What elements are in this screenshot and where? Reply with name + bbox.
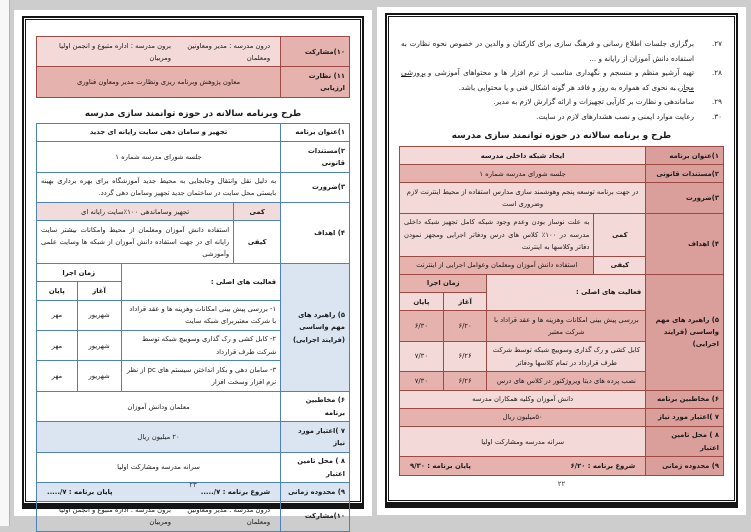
row-label-cell: ۳)ضرورت (281, 172, 350, 202)
row-necessity (400, 183, 724, 213)
page-right (377, 7, 746, 515)
list-item-text (401, 66, 696, 95)
row-budget (37, 422, 350, 452)
row-strategy-header (400, 274, 724, 292)
program-name-cell: ایجاد شبکه داخلی مدرسه (400, 147, 646, 165)
row-label-cell: ۱۱) نظارت ارزیابی (281, 67, 350, 97)
row-supervision (37, 67, 350, 97)
row-label-cell: ۶) مخاطبین برنامه (281, 391, 350, 421)
qualitative-value-cell: استفاده دانش آموزان ومعلمان وعوامل اجرایی از اینترنت (400, 256, 594, 274)
row-budget (400, 408, 724, 426)
end-header-cell: پایان (37, 282, 78, 300)
value-cell: معاون پژوهش وبرنامه ریزی ونظارت مدیر ومعاون فناوری (37, 67, 281, 97)
row-documents (37, 142, 350, 172)
activity-end-cell: مهر (37, 300, 78, 330)
row-strategy-header (37, 264, 350, 282)
activity-end-cell: مهر (37, 330, 78, 360)
row-label-cell: ۱۰)مشارکت (281, 501, 350, 531)
plan-title: طرح و برنامه سالانه در حوزه توانمند سازی مدرسه (451, 131, 672, 141)
activity-end-cell: ۷/۳۰ (400, 341, 444, 371)
page-left-content (36, 24, 350, 527)
row-label-cell: ۴) اهداف (281, 203, 350, 264)
value-cell: دانش آموزان وکلیه همکاران مدرسه (400, 390, 646, 408)
row-label-cell: ۹) محدوده زمانی (646, 457, 724, 475)
row-time-range (400, 457, 724, 475)
value-cell: جلسه شورای مدرسه شماره ۱ (400, 165, 646, 183)
quantitative-label-cell: کمی (234, 203, 281, 221)
quantitative-value-cell: تجهیز وساماندهی ۱۰۰٪سایت رایانه ای (37, 203, 234, 221)
program-name-cell: تجهیز و سامان دهی سایت رایانه ای جدید (37, 123, 281, 141)
row-documents (400, 165, 724, 183)
start-header-cell: آغاز (443, 293, 487, 311)
plan-title: طرح وبرنامه سالانه در حوزه توانمند سازی مدرسه (84, 108, 302, 119)
time-range-cell (400, 457, 646, 475)
program-end-date: پایان برنامه : ۷/..... (47, 487, 113, 496)
list-item-number: ۲۷. (711, 39, 722, 48)
activity-start-cell: ۶/۲۰ (443, 311, 487, 341)
value-cell: سرانه مدرسه ومشارکت اولیا (37, 452, 281, 482)
activity-start-cell: شهریور (77, 330, 121, 360)
inside-school-participants: درون مدرسه : مدیر ومعاونین ومعلمان (187, 41, 271, 62)
numbered-list (401, 37, 722, 124)
activity-text-cell: ۱- بررسی پیش بینی امکانات وهزینه ها و عقد قراداد با شرکت معتبربرای شبکه سایت (121, 300, 281, 330)
row-funding-source (400, 426, 724, 456)
value-cell: ۲۰ میلیون ریال (37, 422, 281, 452)
outside-school-participants: برون مدرسه : اداره متبوع و انجمن اولیا ومربیان (59, 506, 172, 527)
row-program-name (400, 147, 724, 165)
activity-end-cell: ۶/۳۰ (400, 311, 444, 341)
value-cell: ۵۰میلیون ریال (400, 408, 646, 426)
row-program-name (37, 123, 350, 141)
activity-end-cell: ۷/۳۰ (400, 372, 444, 390)
list-item-text-underlined: پرورشی مجازی (401, 68, 694, 92)
value-cell: به دلیل نقل وانتقال وجابجایی به محیط جدید آموزشگاه برای بهره برداری بهینه بایستی محل سایت در ساختمان جدید تجهیز وسامان دهی گردد. (37, 172, 281, 202)
page-number: ۲۲ (557, 480, 566, 488)
row-label-cell: ۹) محدوده زمانی (281, 483, 350, 501)
row-label-cell: ۱)عنوان برنامه (646, 147, 724, 165)
qualitative-value-cell: استفاده دانش آموزان ومعلمان از محیط وامکانات بیشتر سایت رایانه ای در جهت استفاده دانش آموزان از شبکه ها وسایت علمی وآموزشی (37, 221, 234, 264)
activity-text-cell: بررسی پیش بینی امکانات وهزینه ها و عقد قراداد با شرکت معتبر (487, 311, 646, 341)
list-item-text: برگزاری جلسات اطلاع رسانی و فرهنگ سازی برای کارکنان و والدین در خصوص نحوه نظارت به استفاده دانش آموزان از رایانه و ... (401, 39, 694, 63)
activity-text-cell: ۲- کابل کشی و رک گذاری وسوییچ شبکه توسط شرکت طرف قرارداد (121, 330, 281, 360)
row-participation (37, 501, 350, 531)
row-label-cell: ۸ ) محل تامین اعتبار (646, 426, 724, 456)
row-goals-quantitative (37, 203, 350, 221)
outside-school-participants: برون مدرسه : اداره متبوع و انجمن اولیا ومربیان (59, 41, 172, 62)
list-item-text: ساماندهی و نظارت بر کارآیی تجهیزات و ارائه گزارش لازم به مدیر. (493, 97, 694, 106)
end-header-cell: پایان (400, 293, 444, 311)
time-range-values (404, 460, 641, 472)
start-header-cell: آغاز (77, 282, 121, 300)
row-label-cell: ۷ )اعتبار مورد نیاز (646, 408, 724, 426)
activity-text-cell: کابل کشی و رک گذاری وسوییچ شبکه توسط شرکت طرف قرارداد در تمام کلاسها ودفاتر (487, 341, 646, 371)
left-margin-strip (0, 0, 10, 526)
time-header-cell: زمان اجرا (37, 264, 122, 282)
value-cell: در جهت برنامه توسعه پنجم وهوشمند سازی مدارس استفاده از محیط اینترنت لازم وضروری است (400, 183, 646, 213)
list-item (401, 37, 722, 66)
page-left (14, 10, 372, 527)
list-item (401, 110, 722, 125)
plan-table-continued (36, 36, 350, 98)
value-cell: معلمان ودانش آموزان (37, 391, 281, 421)
row-label-cell: ۶) مخاطبین برنامه (646, 390, 724, 408)
page-right-border-frame (388, 16, 735, 501)
qualitative-label-cell: کیفی (234, 221, 281, 264)
row-funding-source (37, 452, 350, 482)
activity-text-cell: ۳- سامان دهی و بکار انداختن سیستم های pc از نظر نرم افزار وسخت افزار (121, 361, 281, 391)
value-cell: جلسه شورای مدرسه شماره ۱ (37, 142, 281, 172)
list-item (401, 66, 722, 95)
row-label-cell: ۱)عنوان برنامه (281, 123, 350, 141)
list-item-number: ۳۰. (711, 111, 722, 121)
page-number: ۲۳ (189, 481, 197, 489)
row-audience (37, 391, 350, 421)
activity-start-cell: ۶/۲۶ (443, 372, 487, 390)
row-label-cell: ۵) راهبرد های مهم واساسی (فرایند اجرایی) (646, 274, 724, 390)
activities-header-cell: فعالیت های اصلی : (487, 274, 646, 310)
activity-start-cell: ۶/۲۶ (443, 341, 487, 371)
row-label-cell: ۷ )اعتبار مورد نیاز (281, 422, 350, 452)
page-right-content (399, 21, 724, 492)
row-label-cell: ۸ ) محل تامین اعتبار (281, 452, 350, 482)
plan-table-left (36, 123, 350, 532)
quantitative-value-cell: به علت نوساز بودن وعدم وجود شبکه کامل تجهیز شبکه داخلی مدرسه در ۱۰۰٪ کلاس های درس ودفاتر اجرایی ومجهز نمودن دفاتر وکلاسها به اینترنت (400, 213, 594, 256)
list-item-number: ۲۸. (711, 68, 722, 77)
activity-start-cell: شهریور (77, 300, 121, 330)
activity-end-cell: مهر (37, 361, 78, 391)
activity-text-cell: نصب پرده های دیتا ویروژکتور در کلاس های درس (487, 372, 646, 390)
list-item-text: رعایت موارد ایمنی و نصب هشدارهای لازم در سایت. (536, 111, 694, 121)
row-label-cell: ۵) راهبرد های مهم واساسی (فرایند اجرایی) (281, 264, 350, 392)
row-label-cell: ۳)ضرورت (646, 183, 724, 213)
row-participation (37, 37, 350, 67)
program-start-date: شروع برنامه : ۷/..... (200, 487, 271, 496)
list-item-text-post: به نحوی که همواره به روز و فاقد هر گونه اشکال فنی و یا محتوایی باشد. (458, 82, 676, 92)
value-cell: سرانه مدرسه ومشارکت اولیا (400, 426, 646, 456)
program-end-date: پایان برنامه : ۹/۳۰ (410, 461, 471, 470)
inside-school-participants: درون مدرسه : مدیر ومعاونین ومعلمان (187, 506, 271, 527)
activities-header-cell: فعالیت های اصلی : (121, 264, 281, 300)
row-label-cell: ۴) اهداف (646, 213, 724, 274)
participation-values (41, 40, 276, 64)
row-audience (400, 390, 724, 408)
row-label-cell: ۱۰)مشارکت (281, 37, 350, 67)
row-label-cell: ۲)مستندات قانونی (281, 142, 350, 172)
row-label-cell: ۲)مستندات قانونی (646, 165, 724, 183)
time-header-cell: زمان اجرا (400, 274, 487, 292)
page-left-border-frame (25, 19, 361, 527)
list-item (401, 95, 722, 110)
qualitative-label-cell: کیفی (594, 256, 646, 274)
plan-table-right (399, 146, 724, 476)
participation-values (41, 504, 276, 528)
participation-cell (37, 37, 281, 67)
participation-cell (37, 501, 281, 531)
quantitative-label-cell: کمی (594, 213, 646, 256)
row-necessity (37, 172, 350, 202)
list-item-number: ۲۹. (711, 97, 722, 106)
program-start-date: شروع برنامه : ۶/۲۰ (570, 461, 636, 470)
activity-start-cell: شهریور (77, 361, 121, 391)
row-goals-quantitative (400, 213, 724, 256)
list-item-text-pre: تهیه آرشیو منظم و منسجم و نگهداری مناسب از نرم افزار ها و محتواهای آموزشی و (427, 68, 694, 77)
